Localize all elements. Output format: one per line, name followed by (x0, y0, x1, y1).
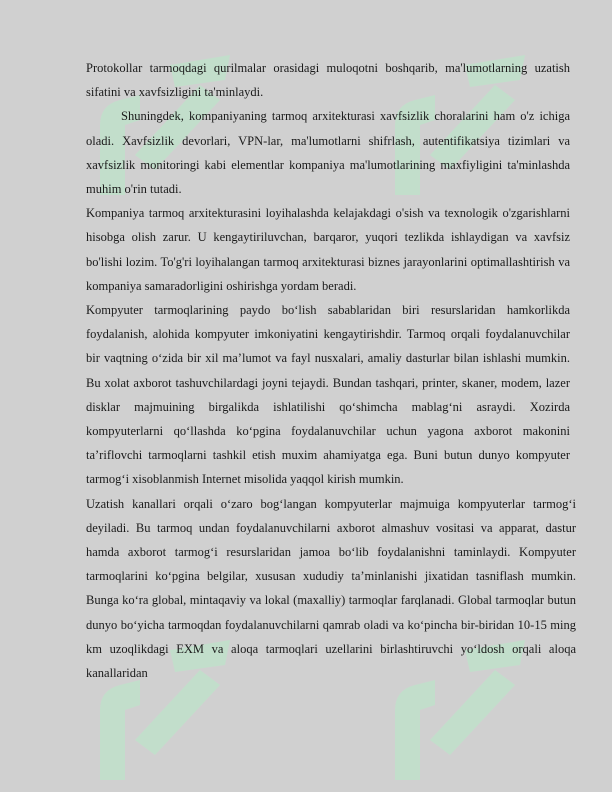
paragraph-architecture-design: Kompaniya tarmoq arxitekturasini loyihalashda kelajakdagi o'sish va texnologik o'zgarishlarni hisobga olish zarur. U kengaytiriluvchan, barqaror, yuqori tezlikda ishlaydigan va xavfsiz bo'lishi lozim. To'g'ri loyihalangan tarmoq arxitekturasi biznes jarayonlarini optimallashtirish va kompaniya samaradorligini oshirishga yordam beradi. (86, 206, 570, 293)
paragraph-network-definition: Uzatish kanallari orqali o‘zaro bog‘langan kompyuterlar majmuiga kompyuterlar tarmog‘i deyiladi. Bu tarmoq undan foydalanuvchilarni axborot almashuv vositasi va apparat, dastur hamda axborot tarmog‘i resurslaridan jamoa bo‘lib foydalanishni taminlaydi. Kompyuter tarmoqlarini ko‘pgina belgilar, xususan xududiy ta’minlanishi jixatidan tasniflash mumkin. Bunga ko‘ra global, mintaqaviy va lokal (maxalliy) tarmoqlar farqlanadi. Global tarmoqlar butun dunyo bo‘yicha tarmoqdan foydalanuvchilarni qamrab oladi va ko‘pincha bir-biridan 10-15 ming km uzoqlikdagi EXM va aloqa tarmoqlari uzellarini birlashtiruvchi yo‘ldosh orqali aloqa kanallaridan (86, 496, 576, 681)
document-body (86, 56, 576, 685)
paragraph-security: Shuningdek, kompaniyaning tarmoq arxitekturasi xavfsizlik choralarini ham o'z ichiga oladi. Xavfsizlik devorlari, VPN-lar, ma'lumotlarni shifrlash, autentifikatsiya tizimlari va xavfsizlik monitoringi kabi elementlar kompaniya ma'lumotlarining maxfiyligini ta'minlashda muhim o'rin tutadi. (86, 109, 570, 197)
paragraph-protocols: Protokollar tarmoqdagi qurilmalar orasidagi muloqotni boshqarib, ma'lumotlarning uzatish sifatini va xavfsizligini ta'minlaydi. (86, 61, 570, 100)
paragraph-network-origins: Kompyuter tarmoqlarining paydo bo‘lish sabablaridan biri resurslaridan hamkorlikda foydalanish, alohida kompyuter imkoniyatini kengaytirishdir. Tarmoq orqali foydalanuvchilar bir vaqtning o‘zida bir xil ma’lumot va fayl nusxalari, amaliy dasturlar bilan ishlashi mumkin. Bu xolat axborot tashuvchilardagi joyni tejaydi. Bundan tashqari, printer, skaner, modem, lazer disklar majmuining birgalikda ishlatilishi qo‘shimcha mablag‘ni asraydi. Xozirda kompyuterlarni qo‘llashda ko‘pgina foydalanuvchilar uchun yagona axborot makonini ta’riflovchi tarmoqlarni tashkil etish muxim ahamiyatga ega. Buni butun dunyo kompyuter tarmog‘i xisoblanmish Internet misolida yaqqol kirish mumkin. (86, 303, 570, 487)
